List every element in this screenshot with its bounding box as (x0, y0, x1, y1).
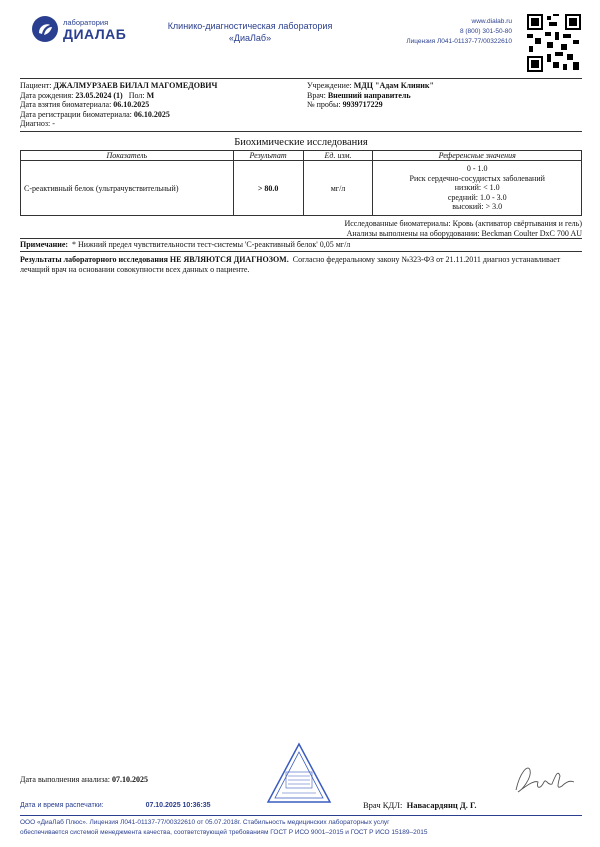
note-label: Примечание: (20, 240, 69, 249)
ref-line: Риск сердечно-сосудистых заболеваний (409, 173, 545, 183)
phone: 8 (800) 301-50-80 (459, 28, 512, 35)
doctor-label: Врач КДЛ: (363, 800, 403, 810)
reg-date: 06.10.2025 (133, 109, 170, 119)
doctor-label: Врач: (307, 90, 326, 100)
brand-name: ДИАЛАБ (63, 26, 127, 42)
org: МДЦ "Адам Клиник" (353, 81, 434, 90)
signature-icon (506, 760, 576, 800)
note (20, 240, 350, 249)
disclaimer (20, 255, 582, 275)
execution-date (20, 775, 148, 784)
table-row (21, 161, 582, 216)
print-label: Дата и время распечатки: (20, 802, 104, 809)
patient-info (20, 81, 217, 129)
license: Лицензия Л041-01137-77/00322610 (406, 38, 512, 45)
ref-line: средний: 1.0 - 3.0 (447, 192, 507, 202)
brand-small: лаборатория (63, 18, 109, 27)
exec-date: 07.10.2025 (112, 775, 148, 784)
doctor-name: Навасардянц Д. Г. (406, 800, 477, 810)
info-divider (20, 131, 582, 132)
disclaimer-bold: Результаты лабораторного исследования НЕ ЯВЛЯЮТСЯ ДИАГНОЗОМ. (20, 255, 289, 264)
patient-name: ДЖАЛМУРЗАЕВ БИЛАЛ МАГОМЕДОВИЧ (53, 81, 218, 90)
reg-date-label: Дата регистрации биоматериала: (20, 109, 132, 119)
disclaimer-text: Согласно федеральному закону №323-ФЗ от 21.11.2011 диагноз устанавливает лечащий врач на основании совокупности всех данных о пациенте. (20, 255, 561, 274)
disclaimer-divider (20, 251, 582, 252)
footer-legal (20, 818, 428, 838)
note-text: * Нижний предел чувствительности тест-системы 'С-реактивный белок' 0,05 мг/л (72, 240, 351, 249)
dob-label: Дата рождения: (20, 90, 74, 100)
lab-title (150, 20, 350, 44)
footer-line2: обеспечивается системой менеджмента качества, соответствующей требованиям ГОСТ Р ИСО 9001–2015 и ГОСТ Р ИСО 15189–2015 (20, 829, 428, 836)
material-info (344, 219, 582, 238)
lab-title-line2: «ДиаЛаб» (228, 33, 272, 43)
sex: М (146, 90, 155, 100)
unit: мг/л (303, 161, 373, 216)
diagnosis-label: Диагноз: (20, 119, 51, 128)
reference-values (373, 161, 582, 216)
lab-stamp-icon (266, 742, 332, 804)
footer-divider (20, 815, 582, 816)
patient-name-label: Пациент: (20, 81, 52, 90)
equipment-line: Анализы выполнены на оборудовании: Beckman Coulter DxC 700 AU (346, 228, 582, 238)
lab-doctor (363, 800, 477, 810)
sample-date-label: Дата взятия биоматериала: (20, 100, 112, 109)
ref-line: высокий: > 3.0 (452, 202, 503, 212)
indicator-name: С-реактивный белок (ультрачувствительный) (21, 161, 234, 216)
ref-line: 0 - 1.0 (466, 164, 488, 174)
dob: 23.05.2024 (1) (75, 90, 123, 100)
sex-label: Пол: (128, 90, 145, 100)
referring-doctor: Внешний направитель (327, 90, 411, 100)
qr-code-icon (527, 14, 581, 72)
website-link[interactable]: www.dialab.ru (471, 18, 512, 25)
ref-line: низкий: < 1.0 (454, 183, 500, 193)
header-divider (20, 78, 582, 79)
sample-date: 06.10.2025 (113, 100, 150, 109)
sample-no: 9939717229 (342, 100, 383, 109)
dialab-logo-icon (32, 16, 58, 42)
header-reference: Референсные значения (373, 151, 582, 161)
org-label: Учреждение: (307, 81, 352, 90)
header-unit: Ед. изм. (303, 151, 373, 161)
institution-info (307, 81, 434, 110)
result-value: > 80.0 (233, 161, 303, 216)
exec-label: Дата выполнения анализа: (20, 775, 110, 784)
print-date (20, 802, 211, 809)
contacts (406, 17, 512, 47)
diagnosis: - (52, 119, 55, 128)
footer-line1: ООО «ДиаЛаб Плюс». Лицензия Л041-01137-77/00322610 от 05.07.2018г. Стабильность медицинских лабораторных услуг (20, 819, 390, 826)
section-title: Биохимические исследования (234, 137, 368, 148)
lab-title-line1: Клинико-диагностическая лаборатория (167, 21, 333, 31)
note-divider (20, 238, 582, 239)
material-line: Исследованные биоматериалы: Кровь (активатор свёртывания и гель) (344, 219, 582, 228)
table-header-row (21, 151, 582, 161)
results-table (20, 150, 582, 216)
sample-no-label: № пробы: (307, 100, 341, 109)
header-indicator: Показатель (21, 151, 234, 161)
header-result: Результат (233, 151, 303, 161)
print-datetime: 07.10.2025 10:36:35 (145, 802, 211, 809)
